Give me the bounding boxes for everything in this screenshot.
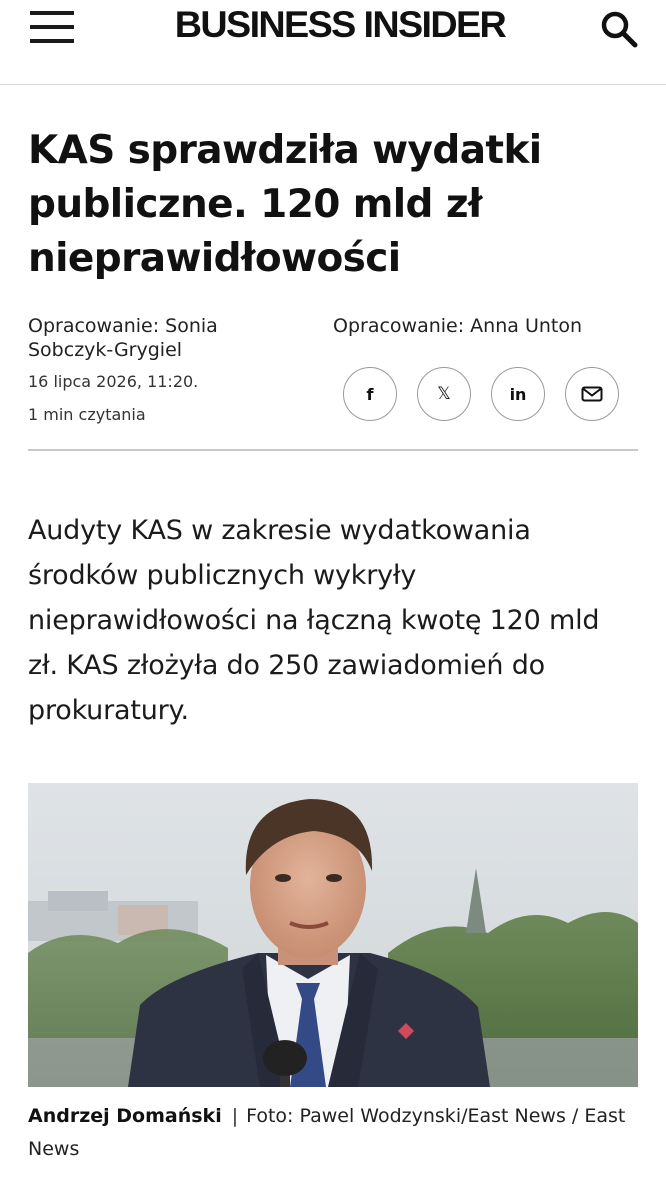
share-linkedin-button[interactable]	[491, 367, 545, 421]
caption-separator: |	[231, 1105, 239, 1127]
x-icon: 𝕏	[437, 384, 451, 404]
byline-divider	[28, 449, 638, 451]
article-title: KAS sprawdziła wydatki publiczne. 120 mld zł nieprawidłowości	[28, 128, 542, 281]
top-navigation-bar	[0, 0, 666, 85]
author-byline-1[interactable]: Opracowanie: Sonia Sobczyk-Grygiel	[28, 315, 218, 361]
publish-date: 16 lipca 2026, 11:20.	[28, 372, 199, 391]
read-time: 1 min czytania	[28, 405, 146, 424]
article-photo[interactable]	[28, 783, 638, 1087]
photo-credit: Foto: Pawel Wodzynski/East News / East News	[28, 1105, 626, 1160]
author-byline-2[interactable]: Opracowanie: Anna Unton	[333, 315, 583, 337]
mail-icon	[581, 386, 603, 402]
photo-caption	[28, 1100, 628, 1166]
photo-subject-name: Andrzej Domański	[28, 1105, 222, 1127]
search-icon[interactable]	[598, 8, 640, 50]
linkedin-icon: in	[509, 384, 527, 404]
facebook-icon: f	[366, 384, 374, 404]
share-x-button[interactable]	[417, 367, 471, 421]
site-logo[interactable]: BUSINESS INSIDER	[174, 4, 506, 45]
hamburger-menu-icon[interactable]	[30, 11, 74, 45]
share-email-button[interactable]	[565, 367, 619, 421]
share-facebook-button[interactable]	[343, 367, 397, 421]
article-lead: Audyty KAS w zakresie wydatkowania środków publicznych wykryły nieprawidłowości na łączną kwotę 120 mld zł. KAS złożyła do 250 zawiadomień do prokuratury.	[28, 515, 600, 726]
